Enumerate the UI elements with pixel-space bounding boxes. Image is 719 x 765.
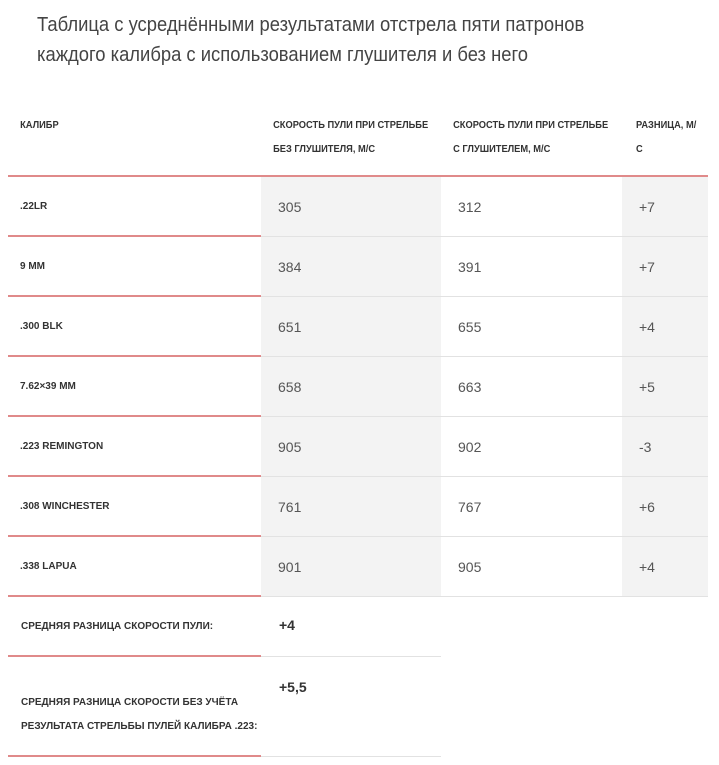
summary-label: СРЕДНЯЯ РАЗНИЦА СКОРОСТИ БЕЗ УЧЁТА РЕЗУЛЬТАТА СТРЕЛЬБЫ ПУЛЕЙ КАЛИБРА .223: [8,657,261,757]
table-row [8,177,708,237]
with-suppressor-cell: 902 [441,417,622,477]
with-suppressor-cell: 391 [441,237,622,297]
caliber-cell: .308 WINCHESTER [8,477,261,537]
no-suppressor-cell: 761 [261,477,441,537]
summary-row [8,657,708,757]
difference-cell: +4 [622,297,708,357]
summary-row [8,597,708,657]
summary-value: +5,5 [261,657,441,757]
caliber-cell: .338 LAPUA [8,537,261,597]
with-suppressor-cell: 767 [441,477,622,537]
table-row [8,537,708,597]
caliber-cell: .223 REMINGTON [8,417,261,477]
header-caliber: КАЛИБР [20,120,59,131]
difference-cell: +7 [622,237,708,297]
difference-cell: +6 [622,477,708,537]
with-suppressor-cell: 312 [441,177,622,237]
summary-value: +4 [261,597,441,657]
table-row [8,297,708,357]
no-suppressor-cell: 305 [261,177,441,237]
difference-cell: -3 [622,417,708,477]
difference-cell: +4 [622,537,708,597]
table-header-row [8,100,708,177]
table-row [8,477,708,537]
no-suppressor-cell: 901 [261,537,441,597]
caliber-cell: 7.62×39 ММ [8,357,261,417]
no-suppressor-cell: 658 [261,357,441,417]
caliber-cell: .22LR [8,177,261,237]
with-suppressor-cell: 663 [441,357,622,417]
difference-cell: +7 [622,177,708,237]
table-row [8,357,708,417]
caliber-cell: 9 ММ [8,237,261,297]
table-row [8,237,708,297]
page-title: Таблица с усреднёнными результатами отстрела пяти патронов каждого калибра с использованием глушителя и без него [37,14,585,66]
no-suppressor-cell: 905 [261,417,441,477]
header-difference: РАЗНИЦА, М/С [635,120,697,155]
no-suppressor-cell: 651 [261,297,441,357]
summary-label: СРЕДНЯЯ РАЗНИЦА СКОРОСТИ ПУЛИ: [8,597,261,657]
caliber-cell: .300 BLK [8,297,261,357]
header-with-suppressor: СКОРОСТЬ ПУЛИ ПРИ СТРЕЛЬБЕ С ГЛУШИТЕЛЕМ, М/С [453,120,609,155]
with-suppressor-cell: 905 [441,537,622,597]
velocity-table [8,100,708,757]
table-row [8,417,708,477]
header-no-suppressor: СКОРОСТЬ ПУЛИ ПРИ СТРЕЛЬБЕ БЕЗ ГЛУШИТЕЛЯ, М/С [273,120,429,155]
no-suppressor-cell: 384 [261,237,441,297]
difference-cell: +5 [622,357,708,417]
with-suppressor-cell: 655 [441,297,622,357]
